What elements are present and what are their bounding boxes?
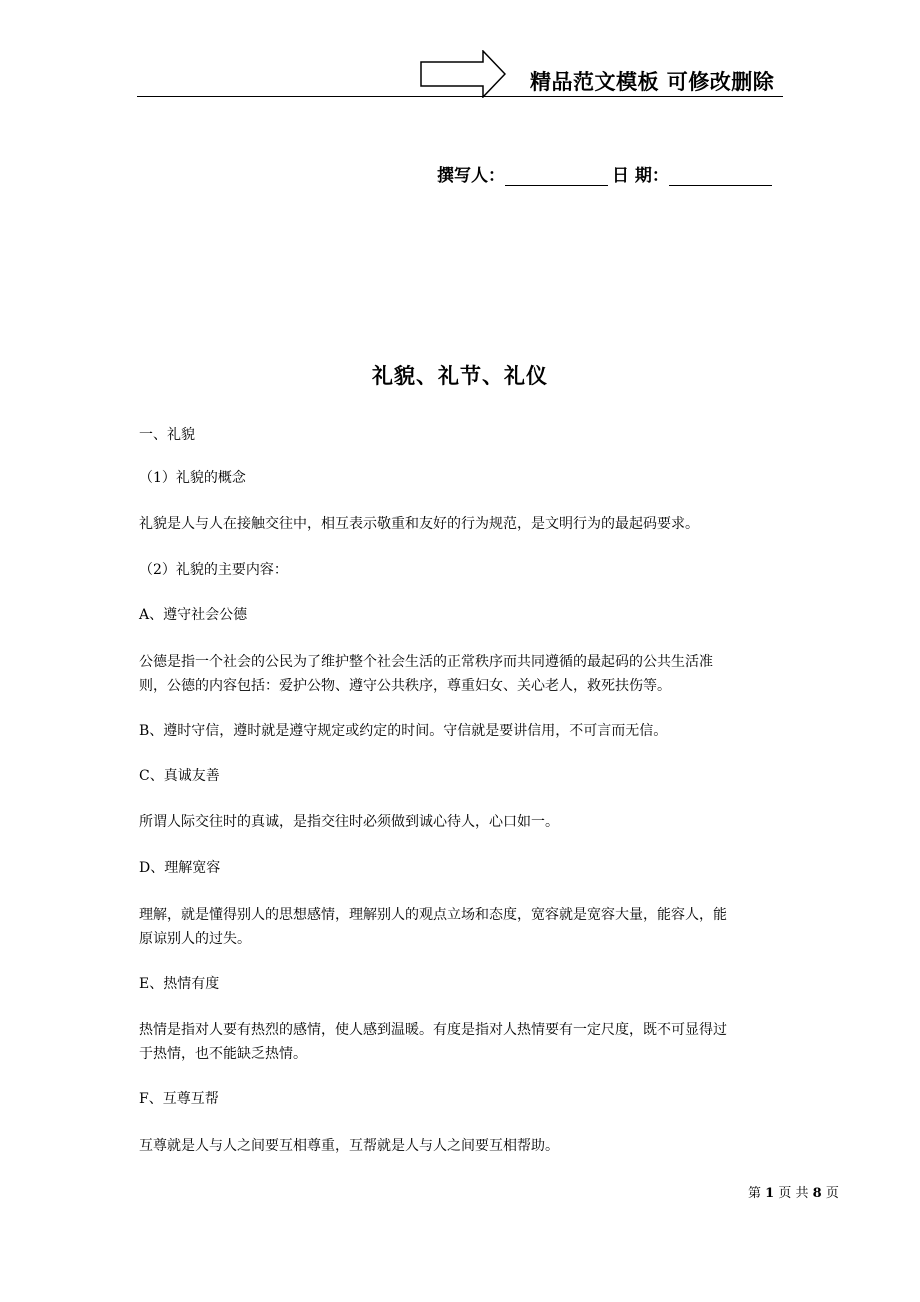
paragraph: 礼貌是人与人在接触交往中，相互表示敬重和友好的行为规范，是文明行为的最起码要求。: [139, 516, 699, 532]
item-heading: E、热情有度: [139, 976, 220, 992]
author-label: 撰写人：: [437, 166, 505, 186]
document-title: 礼貌、礼节、礼仪: [372, 364, 548, 388]
page-middle: 页 共: [778, 1186, 809, 1201]
paragraph-line: 理解，就是懂得别人的思想感情，理解别人的观点立场和态度，宽容就是宽容大量，能容人，能: [139, 907, 727, 923]
date-label: 日 期：: [612, 166, 669, 186]
page-number: [748, 1182, 839, 1201]
item-heading: A、遵守社会公德: [139, 607, 248, 623]
current-page-number: 1: [765, 1186, 775, 1201]
header-divider: [137, 96, 783, 97]
total-pages-number: 8: [812, 1186, 822, 1201]
paragraph: 互尊就是人与人之间要互相尊重，互帮就是人与人之间要互相帮助。: [139, 1138, 559, 1154]
subsection-heading: （1）礼貌的概念: [139, 470, 246, 486]
paragraph-line: 热情是指对人要有热烈的感情，使人感到温暖。有度是指对人热情要有一定尺度，既不可显得过: [139, 1022, 727, 1038]
paragraph-line: 于热情，也不能缺乏热情。: [139, 1046, 307, 1062]
paragraph-line: 则，公德的内容包括：爱护公物、遵守公共秩序，尊重妇女、关心老人，救死扶伤等。: [139, 678, 671, 694]
paragraph: B、遵时守信，遵时就是遵守规定或约定的时间。守信就是要讲信用，不可言而无信。: [139, 723, 668, 739]
author-blank-field[interactable]: [505, 167, 608, 186]
item-heading: F、互尊互帮: [139, 1091, 219, 1107]
page-suffix: 页: [825, 1186, 839, 1201]
date-blank-field[interactable]: [669, 167, 772, 186]
page-prefix: 第: [748, 1186, 762, 1201]
item-heading: C、真诚友善: [139, 768, 220, 784]
author-date-line: [437, 161, 772, 186]
section-heading: 一、礼貌: [139, 427, 195, 443]
item-heading: D、理解宽容: [139, 860, 221, 876]
paragraph-line: 原谅别人的过失。: [139, 931, 251, 947]
subsection-heading: （2）礼貌的主要内容：: [139, 562, 288, 578]
paragraph: 所谓人际交往时的真诚，是指交往时必须做到诚心待人，心口如一。: [139, 814, 559, 830]
header-title: 精品范文模板 可修改删除: [530, 70, 775, 94]
paragraph-line: 公德是指一个社会的公民为了维护整个社会生活的正常秩序而共同遵循的最起码的公共生活准: [139, 654, 713, 670]
arrow-right-icon: [420, 50, 506, 98]
